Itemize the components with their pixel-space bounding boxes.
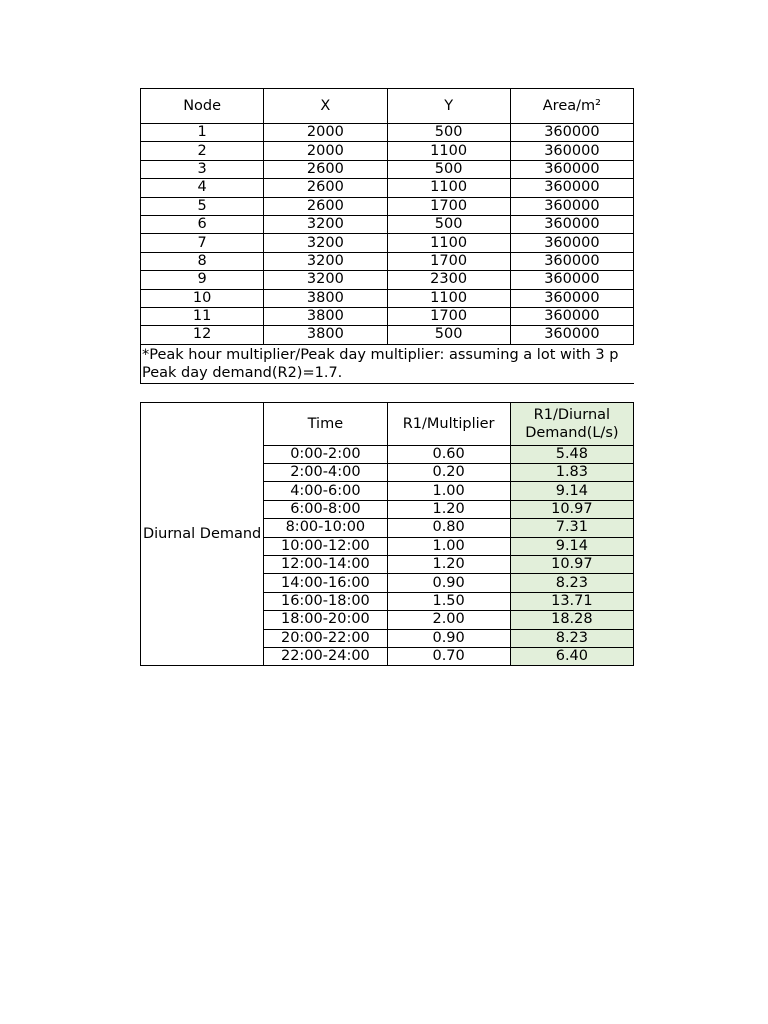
table-row: [141, 142, 634, 160]
table-row: [141, 215, 634, 233]
header-node[interactable]: Node: [141, 89, 264, 124]
multiplier-cell[interactable]: 0.60: [387, 445, 510, 463]
diurnal-demand-table: [140, 402, 634, 667]
table-row: [141, 289, 634, 307]
area-cell[interactable]: 360000: [510, 289, 633, 307]
node-cell[interactable]: 6: [141, 215, 264, 233]
diurnal-demand-cell[interactable]: 8.23: [510, 574, 633, 592]
x-cell[interactable]: 3800: [264, 326, 387, 344]
table-row: [141, 124, 634, 142]
multiplier-cell[interactable]: 0.90: [387, 629, 510, 647]
x-cell[interactable]: 2000: [264, 142, 387, 160]
y-cell[interactable]: 500: [387, 326, 510, 344]
x-cell[interactable]: 2600: [264, 179, 387, 197]
table-row: [141, 326, 634, 344]
x-cell[interactable]: 3800: [264, 307, 387, 325]
table-row: [141, 179, 634, 197]
time-cell[interactable]: 6:00-8:00: [264, 500, 387, 518]
header-area[interactable]: Area/m²: [510, 89, 633, 124]
time-cell[interactable]: 8:00-10:00: [264, 519, 387, 537]
time-cell[interactable]: 16:00-18:00: [264, 592, 387, 610]
time-cell[interactable]: 18:00-20:00: [264, 611, 387, 629]
multiplier-cell[interactable]: 0.20: [387, 464, 510, 482]
node-cell[interactable]: 2: [141, 142, 264, 160]
x-cell[interactable]: 3800: [264, 289, 387, 307]
header-diurnal-demand[interactable]: R1/Diurnal Demand(L/s): [510, 402, 633, 445]
time-cell[interactable]: 0:00-2:00: [264, 445, 387, 463]
time-cell[interactable]: 4:00-6:00: [264, 482, 387, 500]
y-cell[interactable]: 500: [387, 124, 510, 142]
node-cell[interactable]: 10: [141, 289, 264, 307]
x-cell[interactable]: 3200: [264, 215, 387, 233]
time-cell[interactable]: 2:00-4:00: [264, 464, 387, 482]
multiplier-cell[interactable]: 2.00: [387, 611, 510, 629]
multiplier-cell[interactable]: 0.80: [387, 519, 510, 537]
y-cell[interactable]: 1100: [387, 289, 510, 307]
node-cell[interactable]: 4: [141, 179, 264, 197]
node-table-header-row: [141, 89, 634, 124]
diurnal-demand-group-label[interactable]: Diurnal Demand: [141, 402, 264, 666]
area-cell[interactable]: 360000: [510, 252, 633, 270]
diurnal-demand-cell[interactable]: 18.28: [510, 611, 633, 629]
x-cell[interactable]: 2600: [264, 160, 387, 178]
area-cell[interactable]: 360000: [510, 160, 633, 178]
multiplier-cell[interactable]: 1.20: [387, 556, 510, 574]
diurnal-demand-cell[interactable]: 13.71: [510, 592, 633, 610]
header-y[interactable]: Y: [387, 89, 510, 124]
multiplier-cell[interactable]: 1.20: [387, 500, 510, 518]
node-cell[interactable]: 12: [141, 326, 264, 344]
y-cell[interactable]: 1100: [387, 234, 510, 252]
table-row: [141, 271, 634, 289]
x-cell[interactable]: 2000: [264, 124, 387, 142]
node-cell[interactable]: 7: [141, 234, 264, 252]
time-cell[interactable]: 10:00-12:00: [264, 537, 387, 555]
diurnal-table-header-row: [141, 402, 634, 445]
header-multiplier[interactable]: R1/Multiplier: [387, 402, 510, 445]
multiplier-cell[interactable]: 0.90: [387, 574, 510, 592]
multiplier-cell[interactable]: 0.70: [387, 647, 510, 665]
x-cell[interactable]: 3200: [264, 252, 387, 270]
area-cell[interactable]: 360000: [510, 234, 633, 252]
node-cell[interactable]: 11: [141, 307, 264, 325]
time-cell[interactable]: 22:00-24:00: [264, 647, 387, 665]
node-cell[interactable]: 3: [141, 160, 264, 178]
node-cell[interactable]: 8: [141, 252, 264, 270]
time-cell[interactable]: 20:00-22:00: [264, 629, 387, 647]
time-cell[interactable]: 12:00-14:00: [264, 556, 387, 574]
table-row: [141, 197, 634, 215]
x-cell[interactable]: 3200: [264, 271, 387, 289]
y-cell[interactable]: 1700: [387, 252, 510, 270]
diurnal-demand-cell[interactable]: 9.14: [510, 482, 633, 500]
y-cell[interactable]: 2300: [387, 271, 510, 289]
y-cell[interactable]: 1100: [387, 142, 510, 160]
header-time[interactable]: Time: [264, 402, 387, 445]
y-cell[interactable]: 1700: [387, 307, 510, 325]
diurnal-demand-cell[interactable]: 1.83: [510, 464, 633, 482]
area-cell[interactable]: 360000: [510, 215, 633, 233]
peak-multiplier-note[interactable]: [140, 345, 634, 384]
y-cell[interactable]: 500: [387, 160, 510, 178]
area-cell[interactable]: 360000: [510, 179, 633, 197]
y-cell[interactable]: 500: [387, 215, 510, 233]
x-cell[interactable]: 3200: [264, 234, 387, 252]
area-cell[interactable]: 360000: [510, 197, 633, 215]
y-cell[interactable]: 1100: [387, 179, 510, 197]
header-x[interactable]: X: [264, 89, 387, 124]
multiplier-cell[interactable]: 1.00: [387, 482, 510, 500]
diurnal-demand-cell[interactable]: 7.31: [510, 519, 633, 537]
diurnal-demand-cell[interactable]: 6.40: [510, 647, 633, 665]
diurnal-demand-cell[interactable]: 10.97: [510, 500, 633, 518]
node-cell[interactable]: 1: [141, 124, 264, 142]
diurnal-demand-cell[interactable]: 8.23: [510, 629, 633, 647]
table-row: [141, 234, 634, 252]
diurnal-demand-cell[interactable]: 9.14: [510, 537, 633, 555]
spreadsheet-region: [140, 88, 634, 666]
table-row: [141, 307, 634, 325]
area-cell[interactable]: 360000: [510, 307, 633, 325]
area-cell[interactable]: 360000: [510, 142, 633, 160]
note-line-2: Peak day demand(R2)=1.7.: [142, 364, 343, 381]
y-cell[interactable]: 1700: [387, 197, 510, 215]
x-cell[interactable]: 2600: [264, 197, 387, 215]
table-row: [141, 160, 634, 178]
multiplier-cell[interactable]: 1.50: [387, 592, 510, 610]
diurnal-demand-cell[interactable]: 5.48: [510, 445, 633, 463]
diurnal-demand-cell[interactable]: 10.97: [510, 556, 633, 574]
area-cell[interactable]: 360000: [510, 271, 633, 289]
area-cell[interactable]: 360000: [510, 124, 633, 142]
note-line-1: *Peak hour multiplier/Peak day multiplier: assuming a lot with 3 p: [142, 346, 619, 363]
table-row: [141, 252, 634, 270]
multiplier-cell[interactable]: 1.00: [387, 537, 510, 555]
area-cell[interactable]: 360000: [510, 326, 633, 344]
node-coordinates-table: [140, 88, 634, 345]
node-cell[interactable]: 9: [141, 271, 264, 289]
node-cell[interactable]: 5: [141, 197, 264, 215]
time-cell[interactable]: 14:00-16:00: [264, 574, 387, 592]
